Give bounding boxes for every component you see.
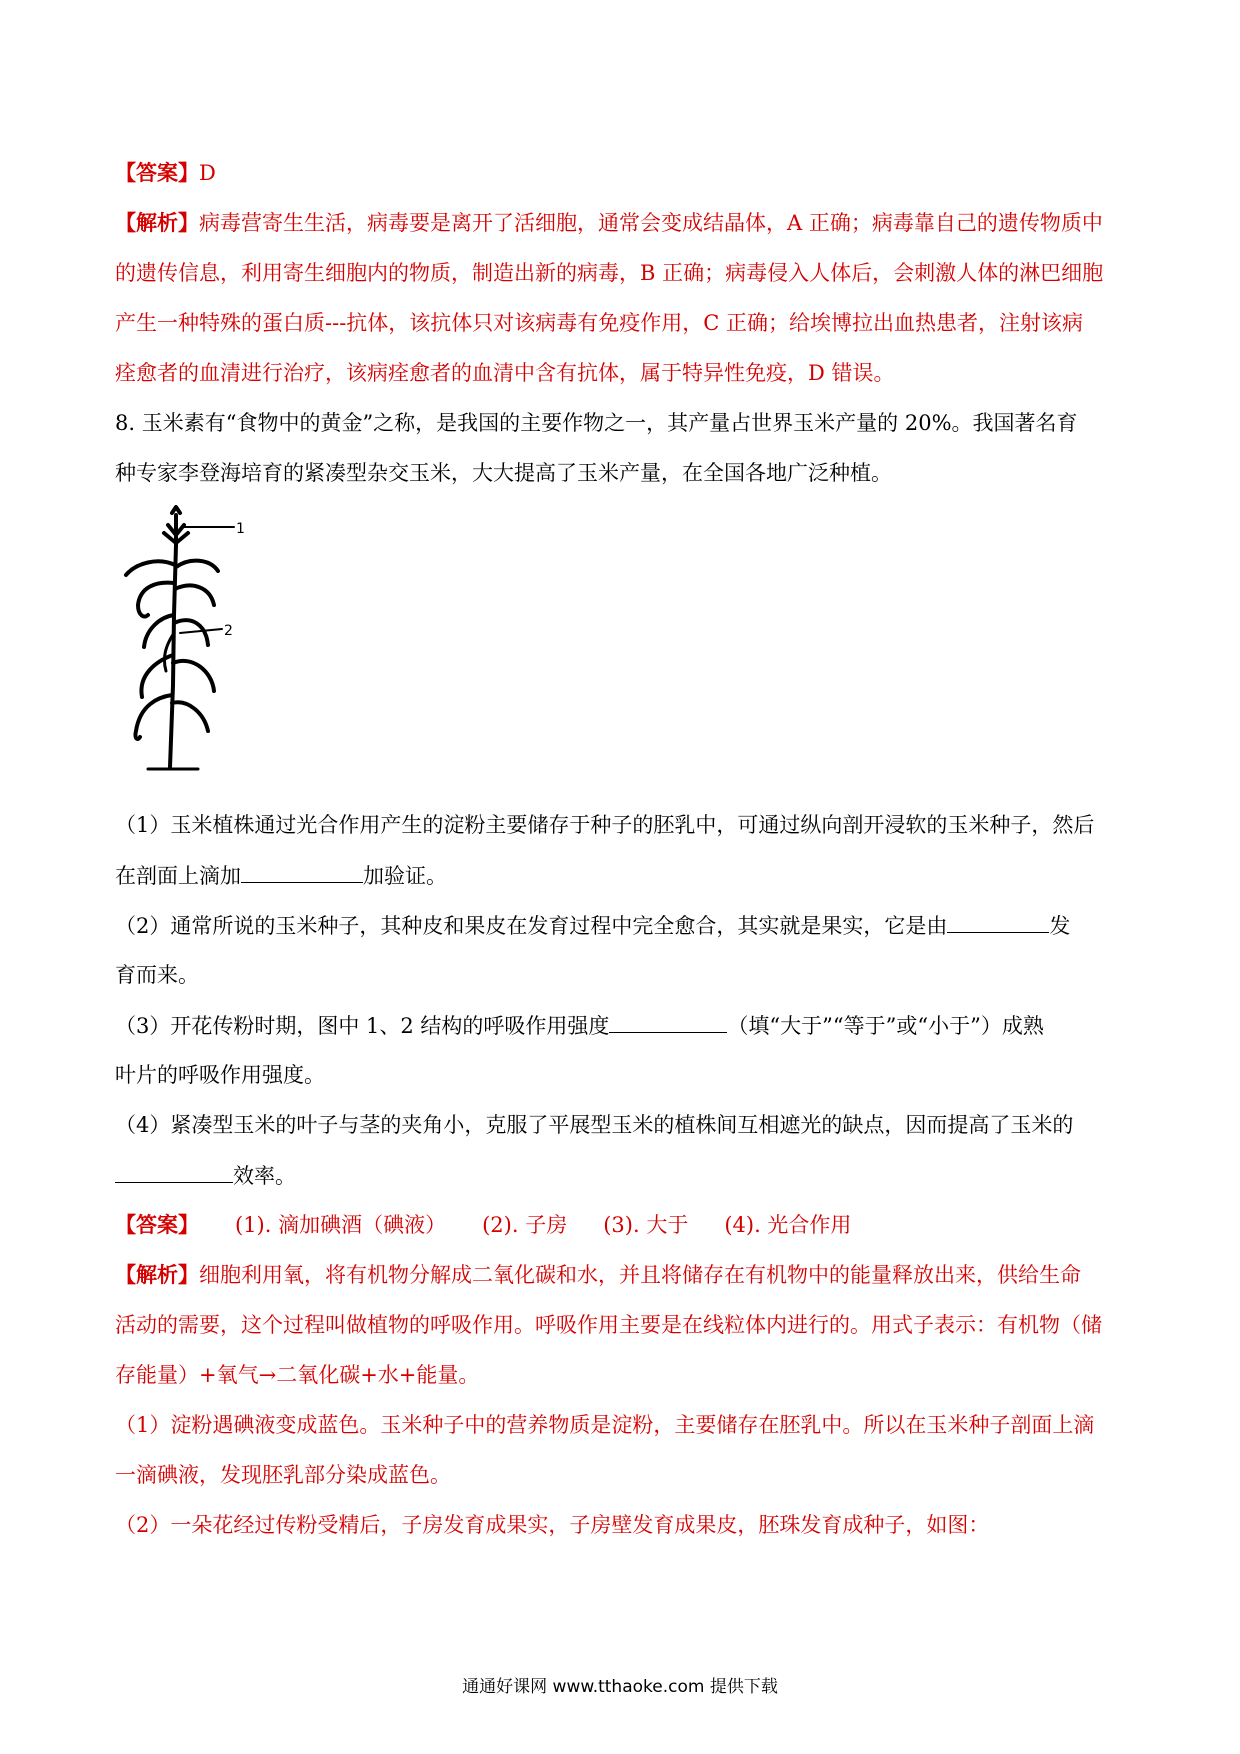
figure-label-2: 2 bbox=[224, 623, 233, 639]
subquestion-4: （4）紧凑型玉米的叶子与茎的夹角小，克服了平展型玉米的植株间互相遮光的缺点，因而提高了玉米的 bbox=[115, 1113, 1074, 1137]
analysis-line bbox=[115, 208, 1135, 238]
analysis-text: 产生一种特殊的蛋白质---抗体，该抗体只对该病毒有免疫作用，C 正确；给埃博拉出血热患者，注射该病 bbox=[115, 311, 1084, 335]
q2-text: （2）通常所说的玉米种子，其种皮和果皮在发育过程中完全愈合，其实就是果实，它是由 bbox=[115, 914, 948, 938]
question-stem: 种专家李登海培育的紧凑型杂交玉米，大大提高了玉米产量，在全国各地广泛种植。 bbox=[115, 461, 892, 485]
answer-blank[interactable] bbox=[609, 1010, 727, 1033]
page-footer: 通通好课网 www.tthaoke.com 提供下载 bbox=[462, 1677, 778, 1697]
answer-blank[interactable] bbox=[115, 1160, 233, 1183]
subquestion-2 bbox=[115, 910, 1135, 941]
analysis-text: 的遗传信息，利用寄生细胞内的物质，制造出新的病毒，B 正确；病毒侵入人体后，会刺激人体的淋巴细胞 bbox=[115, 261, 1104, 285]
analysis-tag: 【解析】 bbox=[115, 1262, 199, 1287]
analysis-text: （2）一朵花经过传粉受精后，子房发育成果实，子房壁发育成果皮，胚珠发育成种子，如图： bbox=[115, 1513, 990, 1537]
answer-blank[interactable] bbox=[947, 910, 1049, 933]
q4-text: 效率。 bbox=[233, 1164, 296, 1188]
subquestion-3 bbox=[115, 1010, 1135, 1041]
answer-line bbox=[115, 1210, 1135, 1240]
question-stem: 8. 玉米素有“食物中的黄金”之称，是我国的主要作物之一，其产量占世界玉米产量的 20%。我国著名育 bbox=[115, 411, 1078, 435]
answer-tag: 【答案】 bbox=[115, 1212, 199, 1237]
analysis-tag: 【解析】 bbox=[115, 210, 199, 235]
analysis-text: 病毒营寄生生活，病毒要是离开了活细胞，通常会变成结晶体，A 正确；病毒靠自己的遗传物质中 bbox=[199, 211, 1103, 235]
subquestion-4-cont bbox=[115, 1160, 1135, 1191]
q3-text: （3）开花传粉时期，图中 1、2 结构的呼吸作用强度 bbox=[115, 1014, 610, 1038]
analysis-text: 细胞利用氧，将有机物分解成二氧化碳和水，并且将储存在有机物中的能量释放出来，供给生命 bbox=[199, 1263, 1081, 1287]
analysis-text: 存能量）+氧气→二氧化碳+水+能量。 bbox=[115, 1363, 480, 1387]
subquestion-1-cont bbox=[115, 860, 1135, 891]
corn-plant-figure bbox=[118, 505, 258, 785]
q2-text: 发 bbox=[1049, 914, 1071, 938]
answer-item: (4). 光合作用 bbox=[724, 1213, 852, 1237]
analysis-text: 一滴碘液，发现胚乳部分染成蓝色。 bbox=[115, 1463, 451, 1487]
answer-item: (3). 大于 bbox=[603, 1213, 689, 1237]
answer-blank[interactable] bbox=[241, 860, 363, 883]
answer-item: (2). 子房 bbox=[482, 1213, 568, 1237]
analysis-text: 痊愈者的血清进行治疗，该病痊愈者的血清中含有抗体，属于特异性免疫，D 错误。 bbox=[115, 361, 895, 385]
subquestion-3-cont: 叶片的呼吸作用强度。 bbox=[115, 1063, 325, 1087]
answer-item: (1). 滴加碘酒（碘液） bbox=[235, 1213, 447, 1237]
analysis-text: 活动的需要，这个过程叫做植物的呼吸作用。呼吸作用主要是在线粒体内进行的。用式子表示：有机物（储 bbox=[115, 1313, 1102, 1337]
q1-text: 在剖面上滴加 bbox=[115, 864, 241, 888]
q1-text: 加验证。 bbox=[363, 864, 447, 888]
q3-text: （填“大于”“等于”或“小于”）成熟 bbox=[727, 1014, 1044, 1038]
subquestion-1: （1）玉米植株通过光合作用产生的淀粉主要储存于种子的胚乳中，可通过纵向剖开浸软的玉米种子，然后 bbox=[115, 813, 1095, 837]
figure-label-1: 1 bbox=[236, 521, 245, 537]
subquestion-2-cont: 育而来。 bbox=[115, 963, 199, 987]
analysis-text: （1）淀粉遇碘液变成蓝色。玉米种子中的营养物质是淀粉，主要储存在胚乳中。所以在玉米种子剖面上滴 bbox=[115, 1413, 1095, 1437]
answer-tag: 【答案】 bbox=[115, 160, 199, 185]
answer-line bbox=[115, 158, 1135, 188]
answer-value: D bbox=[199, 161, 216, 185]
analysis-line bbox=[115, 1260, 1135, 1290]
